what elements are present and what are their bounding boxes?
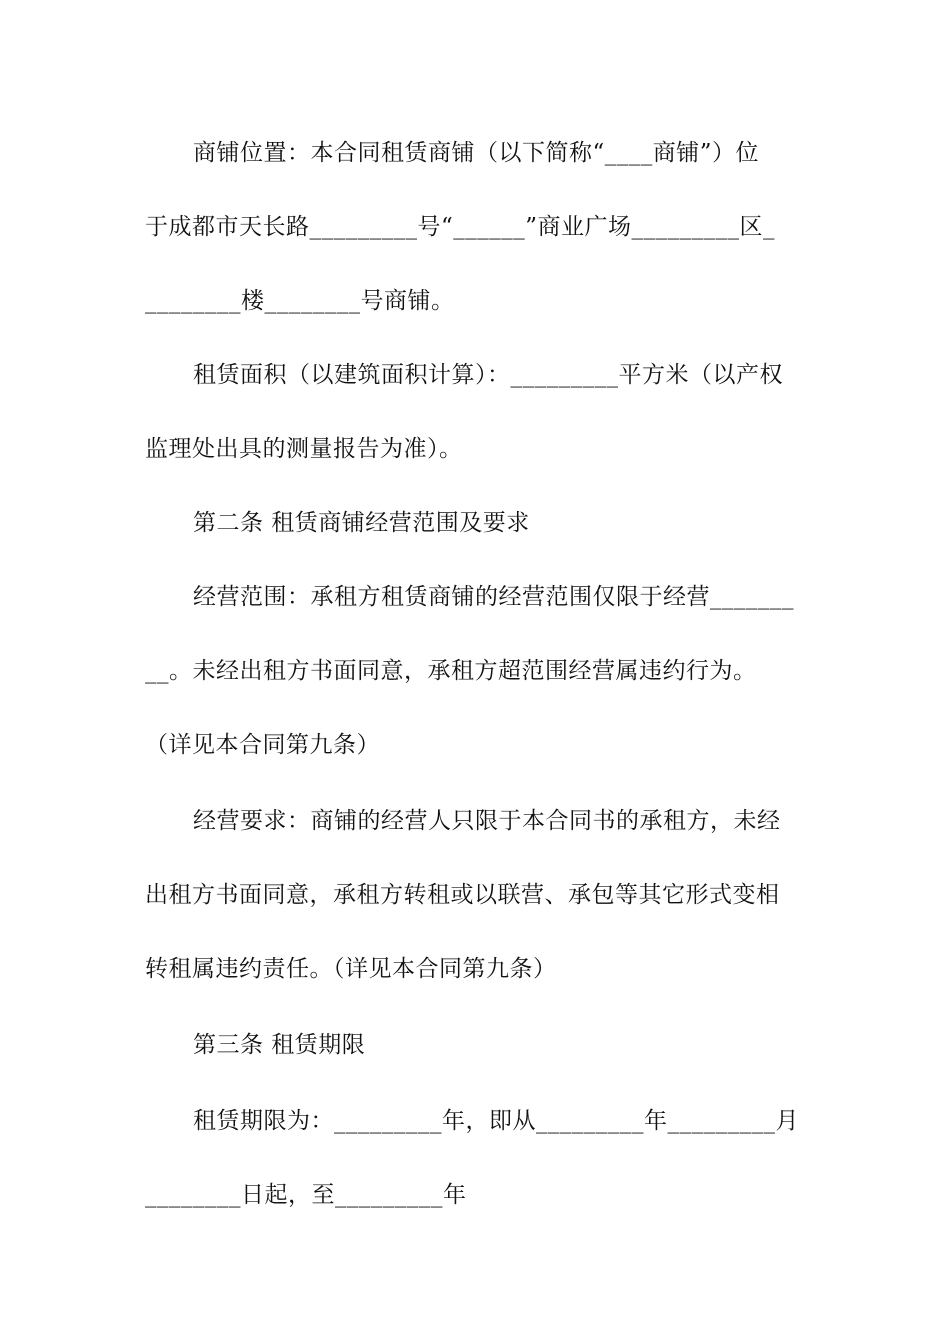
- paragraph-shop-location-line-1: 商铺位置：本合同租赁商铺（以下简称“____商铺”）位: [193, 140, 760, 166]
- paragraph-shop-location-line-2: 于成都市天长路_________号“______”商业广场_________区_: [145, 214, 776, 240]
- paragraph-business-scope-line-2: __。未经出租方书面同意，承租方超范围经营属违约行为。: [145, 658, 757, 684]
- paragraph-business-scope-line-1: 经营范围：承租方租赁商铺的经营范围仅限于经营_______: [193, 584, 794, 610]
- paragraph-business-requirements-line-2: 出租方书面同意，承租方转租或以联营、承包等其它形式变相: [145, 882, 780, 908]
- paragraph-business-requirements-line-3: 转租属违约责任。（详见本合同第九条）: [145, 956, 557, 982]
- article-2-heading: 第二条 租赁商铺经营范围及要求: [193, 510, 530, 536]
- paragraph-lease-area-line-1: 租赁面积（以建筑面积计算）：_________平方米（以产权: [193, 362, 783, 388]
- paragraph-shop-location-line-3: ________楼________号商铺。: [145, 288, 455, 314]
- paragraph-lease-term-line-2: ________日起，至_________年: [145, 1182, 467, 1208]
- paragraph-lease-area-line-2: 监理处出具的测量报告为准）。: [145, 436, 463, 462]
- paragraph-business-scope-line-3: （详见本合同第九条）: [145, 732, 380, 758]
- paragraph-lease-term-line-1: 租赁期限为：_________年，即从_________年_________月: [193, 1108, 799, 1134]
- paragraph-business-requirements-line-1: 经营要求：商铺的经营人只限于本合同书的承租方，未经: [193, 808, 781, 834]
- article-3-heading: 第三条 租赁期限: [193, 1032, 366, 1058]
